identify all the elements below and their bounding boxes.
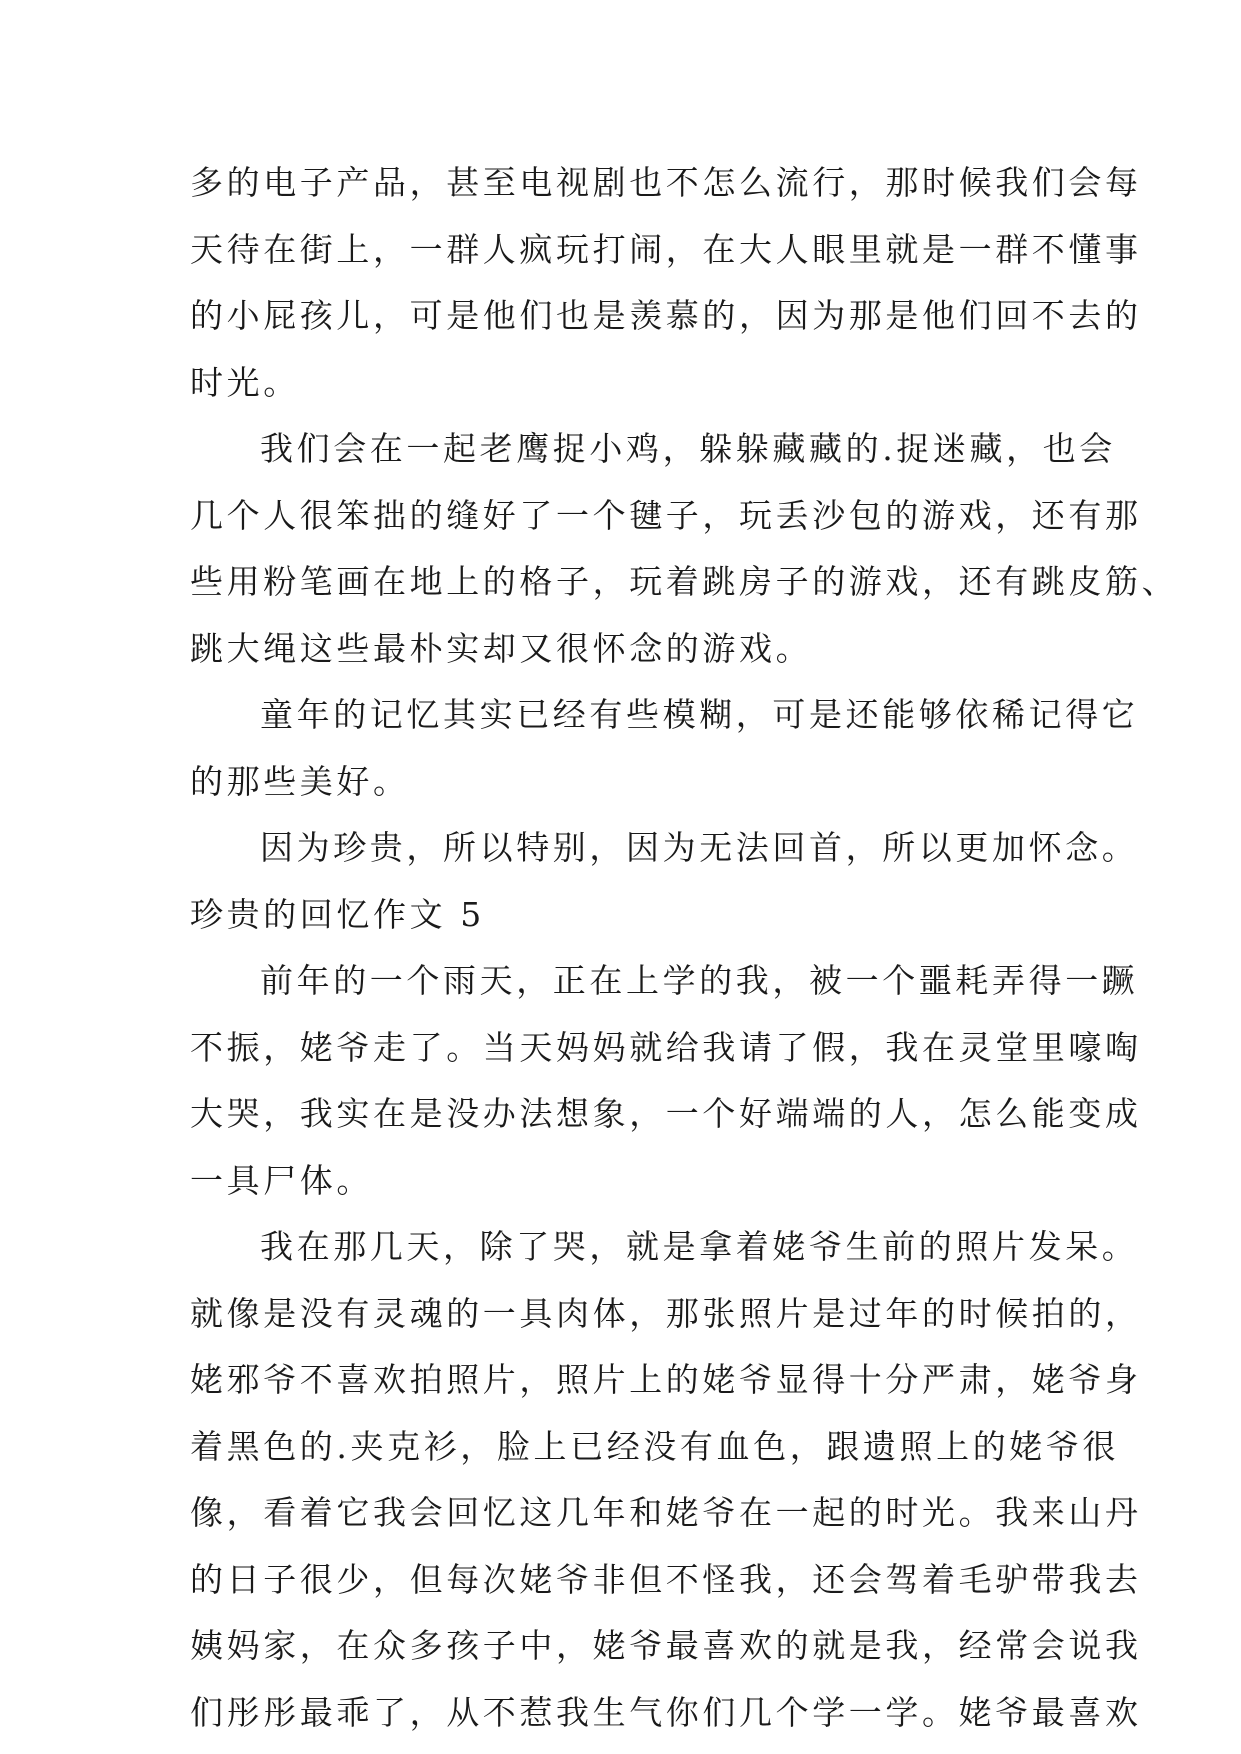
paragraph-first-line: 因为珍贵，所以特别，因为无法回首，所以更加怀念。 [260, 828, 1139, 867]
paragraph-first-line: 我在那几天，除了哭，就是拿着姥爷生前的照片发呆。 [260, 1227, 1139, 1266]
text-line: 着黑色的.夹克衫，脸上已经没有血色，跟遗照上的姥爷很 [190, 1426, 1120, 1466]
text-line: 多的电子产品，甚至电视剧也不怎么流行，那时候我们会每 [190, 163, 1142, 202]
text-line: 像，看着它我会回忆这几年和姥爷在一起的时光。我来山丹 [190, 1493, 1142, 1532]
text-line: 时光。 [190, 362, 300, 402]
text-line: 大哭，我实在是没办法想象，一个好端端的人，怎么能变成 [190, 1094, 1142, 1133]
paragraph-first-line: 前年的一个雨天，正在上学的我，被一个噩耗弄得一蹶 [260, 961, 1139, 1000]
text-line: 的日子很少，但每次姥爷非但不怪我，还会驾着毛驴带我去 [190, 1559, 1142, 1599]
text-line: 几个人很笨拙的缝好了一个毽子，玩丢沙包的游戏，还有那 [190, 495, 1142, 535]
document-page [190, 150, 1179, 1746]
text-line: 就像是没有灵魂的一具肉体，那张照片是过年的时候拍的， [190, 1293, 1142, 1333]
text-line: 姥邪爷不喜欢拍照片，照片上的姥爷显得十分严肃，姥爷身 [190, 1360, 1142, 1399]
text-line: 跳大绳这些最朴实却又很怀念的游戏。 [190, 628, 813, 668]
text-line: 天待在街上，一群人疯玩打闹，在大人眼里就是一群不懂事 [190, 229, 1142, 269]
paragraph-first-line: 我们会在一起老鹰捉小鸡，躲躲藏藏的.捉迷藏，也会 [260, 429, 1116, 468]
text-line: 的那些美好。 [190, 761, 410, 801]
text-line: 不振，姥爷走了。当天妈妈就给我请了假，我在灵堂里嚎啕 [190, 1027, 1142, 1067]
text-line: 姨妈家，在众多孩子中，姥爷最喜欢的就是我，经常会说我 [190, 1626, 1142, 1665]
paragraph-first-line: 童年的记忆其实已经有些模糊，可是还能够依稀记得它 [260, 695, 1139, 734]
text-line: 一具尸体。 [190, 1160, 373, 1200]
section-heading: 珍贵的回忆作文 5 [190, 894, 485, 934]
text-line: 的小屁孩儿，可是他们也是羡慕的，因为那是他们回不去的 [190, 296, 1142, 335]
text-line: 些用粉笔画在地上的格子，玩着跳房子的游戏，还有跳皮筋、 [190, 562, 1179, 601]
text-line: 们彤彤最乖了，从不惹我生气你们几个学一学。姥爷最喜欢 [190, 1692, 1142, 1732]
